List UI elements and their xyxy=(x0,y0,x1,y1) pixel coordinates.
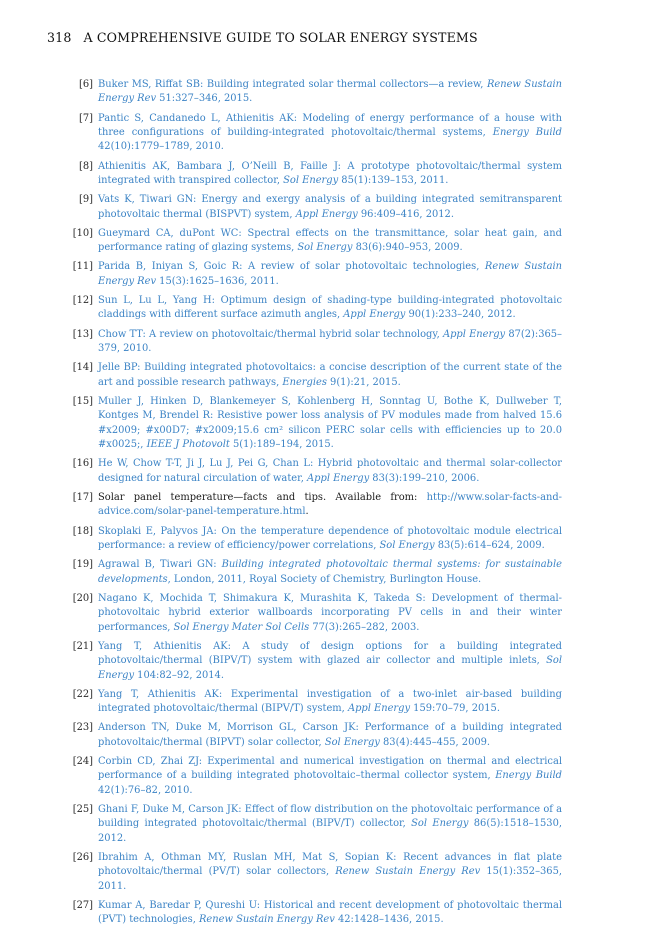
reference-details: . xyxy=(305,506,309,518)
reference-text xyxy=(98,160,562,189)
reference-item xyxy=(62,558,562,587)
reference-number: [7] xyxy=(79,112,93,124)
reference-item xyxy=(62,328,562,357)
reference-text xyxy=(98,78,562,107)
reference-text xyxy=(98,112,562,155)
reference-authors-title: Ibrahim A, Othman MY, Ruslan MH, Mat S, Sopian K: Recent advances in flat plate photovoltaic/thermal (PV/T) solar collectors, xyxy=(98,852,562,878)
reference-text xyxy=(98,227,562,256)
reference-details: 5(1):189–194, 2015. xyxy=(229,439,334,451)
reference-url-link[interactable]: http://www.solar-facts-and-advice.com/solar-panel-temperature.html xyxy=(98,491,562,518)
reference-details: 9(1):21, 2015. xyxy=(326,376,401,388)
reference-details: 87(2):365–379, 2010. xyxy=(98,328,562,355)
reference-number: [16] xyxy=(72,458,93,470)
reference-source: Energy Build xyxy=(495,770,562,782)
reference-list xyxy=(62,78,562,933)
reference-details: 83(3):199–210, 2006. xyxy=(369,472,480,484)
reference-source: Sol Energy xyxy=(324,736,380,748)
reference-text xyxy=(98,328,562,357)
reference-authors-title: Parida B, Iniyan S, Goic R: A review of solar photovoltaic technologies, xyxy=(98,261,485,273)
reference-item xyxy=(62,227,562,256)
reference-details: 90(1):233–240, 2012. xyxy=(405,309,516,321)
reference-text xyxy=(98,395,562,453)
reference-item xyxy=(62,721,562,750)
reference-number: [22] xyxy=(72,688,93,700)
reference-text xyxy=(98,457,562,486)
reference-source: Appl Energy xyxy=(343,309,406,321)
running-title: A COMPREHENSIVE GUIDE TO SOLAR ENERGY SYSTEMS xyxy=(83,30,478,45)
reference-details: 83(4):445–455, 2009. xyxy=(379,736,491,748)
reference-source: IEEE J Photovolt xyxy=(146,439,230,451)
reference-source: Sol Energy Mater Sol Cells xyxy=(173,621,310,633)
reference-authors-title: Ghani F, Duke M, Carson JK: Effect of flow distribution on the photovoltaic performance of a building integrated photovoltaic/thermal (BIPV/T) collector, xyxy=(98,804,562,830)
reference-source: Appl Energy xyxy=(295,208,358,220)
reference-item xyxy=(62,395,562,453)
reference-source: Renew Sustain Energy Rev xyxy=(335,866,481,878)
reference-number: [26] xyxy=(72,852,93,864)
reference-source: Renew Sustain Energy Rev xyxy=(98,79,562,105)
reference-details: 83(6):940–953, 2009. xyxy=(352,242,463,254)
reference-details: 96:409–416, 2012. xyxy=(357,208,454,220)
reference-item xyxy=(62,160,562,189)
reference-number: [10] xyxy=(72,227,93,239)
reference-item xyxy=(62,640,562,683)
reference-authors-title: Agrawal B, Tiwari GN: xyxy=(98,559,222,571)
reference-source: Renew Sustain Energy Rev xyxy=(98,261,562,287)
reference-text xyxy=(98,592,562,635)
reference-text xyxy=(98,193,562,222)
reference-number: [13] xyxy=(72,328,93,340)
reference-item xyxy=(62,457,562,486)
reference-authors-title: Yang T, Athienitis AK: Experimental investigation of a two-inlet air-based building integrated photovoltaic/thermal (BIPV/T) system, xyxy=(98,688,562,715)
reference-number: [24] xyxy=(72,756,93,767)
reference-authors-title: Sun L, Lu L, Yang H: Optimum design of shading-type building-integrated photovoltaic claddings with different surface azimuth angles, xyxy=(98,295,562,321)
reference-details: 42(10):1779–1789, 2010. xyxy=(98,141,224,153)
reference-details: 51:327–346, 2015. xyxy=(156,93,253,105)
reference-authors-title: Buker MS, Riffat SB: Building integrated solar thermal collectors—a review, xyxy=(98,79,487,90)
reference-item xyxy=(62,491,562,520)
reference-number: [25] xyxy=(72,804,93,816)
reference-number: [6] xyxy=(79,79,93,90)
reference-number: [11] xyxy=(72,261,93,273)
reference-authors-title: Chow TT: A review on photovoltaic/thermal hybrid solar technology, xyxy=(98,328,443,340)
reference-number: [20] xyxy=(72,592,93,604)
reference-authors-title: He W, Chow T-T, Ji J, Lu J, Pei G, Chan L: Hybrid photovoltaic and thermal solar-collector designed for natural circulation of water, xyxy=(98,458,562,484)
reference-source: Energies xyxy=(282,376,327,388)
reference-number: [18] xyxy=(72,525,93,537)
reference-item xyxy=(62,361,562,390)
reference-text xyxy=(98,640,562,683)
reference-number: [27] xyxy=(72,900,93,912)
reference-authors-title: Muller J, Hinken D, Blankemeyer S, Kohlenberg H, Sonntag U, Bothe K, Dullweber T, Kontges M, Brendel R: Resistive power loss analysis of PV modules made from halved 15.6 #x2009; #x00D7; #x2009;15.6 cm² silicon PERC solar cells with efficiencies up to 20.0 #x0025;, xyxy=(98,395,562,451)
reference-details: 104:82–92, 2014. xyxy=(134,669,224,681)
reference-authors-title: Skoplaki E, Palyvos JA: On the temperature dependence of photovoltaic module electrical performance: a review of efficiency/power correlations, xyxy=(98,525,562,551)
reference-item xyxy=(62,525,562,554)
reference-number: [12] xyxy=(72,295,93,307)
reference-details: 86(5):1518–1530, 2012. xyxy=(98,818,562,844)
reference-number: [15] xyxy=(72,395,93,407)
reference-item xyxy=(62,755,562,798)
reference-authors-title: Corbin CD, Zhai ZJ: Experimental and numerical investigation on thermal and electrical performance of a building integrated photovoltaic–thermal collector system, xyxy=(98,756,562,782)
reference-item xyxy=(62,112,562,155)
reference-details: 159:70–79, 2015. xyxy=(410,703,500,715)
reference-details: 15(3):1625–1636, 2011. xyxy=(156,275,279,287)
reference-source: Appl Energy xyxy=(442,328,506,340)
reference-details: , London, 2011, Royal Society of Chemistry, Burlington House. xyxy=(167,573,482,585)
reference-item xyxy=(62,899,562,928)
page-number: 318 xyxy=(47,30,72,45)
reference-source: Building integrated photovoltaic thermal systems: for sustainable developments xyxy=(98,559,563,585)
reference-authors-title: Kumar A, Baredar P, Qureshi U: Historical and recent development of photovoltaic thermal (PVT) technologies, xyxy=(98,900,562,926)
reference-authors-title: Pantic S, Candanedo L, Athienitis AK: Modeling of energy performance of a house with three configurations of building-integrated photovoltaic/thermal systems, xyxy=(98,112,562,139)
reference-authors-title: Vats K, Tiwari GN: Energy and exergy analysis of a building integrated semitransparent photovoltaic thermal (BISPVT) system, xyxy=(98,194,562,220)
reference-text xyxy=(98,755,562,798)
reference-item xyxy=(62,193,562,222)
reference-source: Renew Sustain Energy Rev xyxy=(199,914,335,926)
reference-item xyxy=(62,851,562,894)
reference-source: Sol Energy xyxy=(411,818,469,830)
reference-source: Sol Energy xyxy=(98,655,562,681)
reference-source: Sol Energy xyxy=(379,539,435,551)
reference-number: [17] xyxy=(72,491,93,503)
reference-text xyxy=(98,361,562,390)
reference-text xyxy=(98,688,562,717)
reference-authors-title: Gueymard CA, duPont WC: Spectral effects on the transmittance, solar heat gain, and performance rating of glazing systems, xyxy=(98,227,562,254)
reference-text xyxy=(98,721,562,750)
reference-authors-title: Jelle BP: Building integrated photovoltaics: a concise description of the current state of the art and possible research pathways, xyxy=(98,362,562,388)
reference-text xyxy=(98,491,562,520)
reference-authors-title: Athienitis AK, Bambara J, O’Neill B, Faille J: A prototype photovoltaic/thermal system integrated with transpired collector, xyxy=(98,160,562,187)
reference-number: [19] xyxy=(72,559,93,571)
reference-item xyxy=(62,260,562,289)
reference-source: Sol Energy xyxy=(283,175,339,187)
reference-item xyxy=(62,294,562,323)
reference-details: 15(1):352–365, 2011. xyxy=(98,866,562,892)
reference-text xyxy=(98,294,562,323)
reference-text xyxy=(98,558,562,587)
reference-number: [21] xyxy=(72,640,93,652)
reference-authors-title: Solar panel temperature—facts and tips. Available from: xyxy=(98,491,427,503)
reference-item xyxy=(62,592,562,635)
reference-details: 77(3):265–282, 2003. xyxy=(309,621,420,633)
reference-text xyxy=(98,803,562,846)
reference-source: Sol Energy xyxy=(297,242,353,254)
reference-text xyxy=(98,525,562,554)
reference-details: 83(5):614–624, 2009. xyxy=(434,539,545,551)
reference-number: [8] xyxy=(79,160,93,172)
reference-text xyxy=(98,260,562,289)
running-header xyxy=(47,30,478,45)
reference-number: [14] xyxy=(72,362,93,374)
reference-number: [23] xyxy=(72,722,93,734)
reference-source: Energy Build xyxy=(492,127,562,139)
reference-authors-title: Nagano K, Mochida T, Shimakura K, Murashita K, Takeda S: Development of thermal-photovoltaic hybrid exterior wallboards incorporating PV cells in and their winter performances, xyxy=(98,592,562,633)
reference-details: 42:1428–1436, 2015. xyxy=(334,914,444,926)
reference-source: Appl Energy xyxy=(347,703,411,715)
reference-item xyxy=(62,688,562,717)
reference-authors-title: Anderson TN, Duke M, Morrison GL, Carson JK: Performance of a building integrated photovoltaic/thermal (BIPVT) solar collector, xyxy=(98,722,562,748)
reference-number: [9] xyxy=(79,194,93,206)
reference-item xyxy=(62,803,562,846)
reference-source: Appl Energy xyxy=(307,472,370,484)
reference-text xyxy=(98,899,562,928)
reference-item xyxy=(62,78,562,107)
reference-authors-title: Yang T, Athienitis AK: A study of design options for a building integrated photovoltaic/thermal (BIPV/T) system with glazed air collector and multiple inlets, xyxy=(98,640,562,667)
reference-text xyxy=(98,851,562,894)
reference-details: 85(1):139–153, 2011. xyxy=(338,175,449,187)
reference-details: 42(1):76–82, 2010. xyxy=(98,784,193,796)
